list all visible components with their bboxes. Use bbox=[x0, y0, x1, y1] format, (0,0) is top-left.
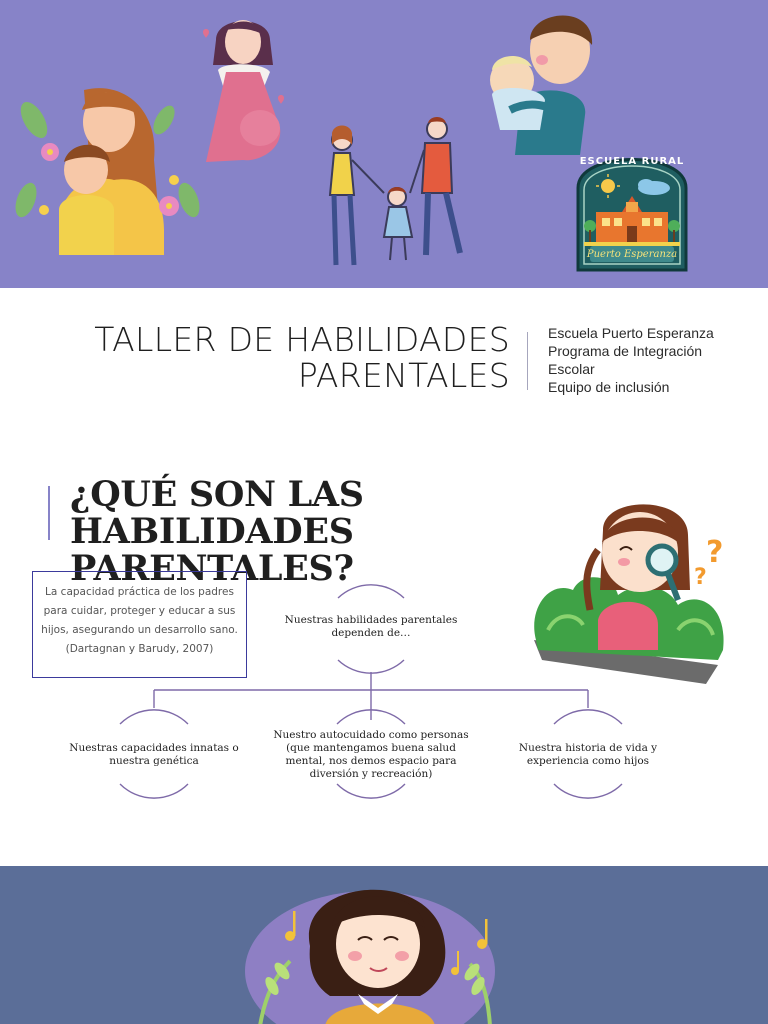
child-node-arc-top bbox=[554, 710, 622, 724]
child-node-arc-bottom bbox=[554, 784, 622, 798]
logo-school-type: ESCUELA RURAL bbox=[579, 156, 685, 167]
child-node-arc-bottom bbox=[120, 784, 188, 798]
section-question-line-1: ¿QUÉ SON LAS HABILIDADES bbox=[70, 474, 364, 552]
school-info-line: Escolar bbox=[548, 361, 595, 377]
child-node-arc-top bbox=[120, 710, 188, 724]
family-holding-hands-illustration bbox=[322, 115, 474, 273]
child-node-line: nuestra genética bbox=[109, 755, 199, 767]
child-node-selfcare bbox=[266, 729, 476, 781]
page-title-line-2: PARENTALES bbox=[297, 356, 510, 395]
definition-line: hijos, asegurando un desarrollo sano. bbox=[41, 624, 238, 636]
definition-citation: (Dartagnan y Barudy, 2007) bbox=[65, 643, 214, 655]
title-block bbox=[0, 318, 768, 398]
root-node-arc-bottom bbox=[338, 660, 404, 673]
root-node-arc-top bbox=[338, 585, 404, 598]
definition-line: para cuidar, proteger y educar a sus bbox=[43, 605, 236, 617]
child-node-line: diversión y recreación) bbox=[309, 768, 433, 780]
child-node-line: experiencia como hijos bbox=[526, 755, 650, 767]
logo-school-name: Puerto Esperanza bbox=[586, 249, 678, 260]
child-node-line: Nuestro autocuidado como personas bbox=[273, 729, 469, 741]
bottom-banner bbox=[0, 866, 768, 1024]
child-node-innate bbox=[64, 742, 244, 768]
child-node-line: Nuestra historia de vida y bbox=[518, 742, 658, 754]
child-node-line: Nuestras capacidades innatas o bbox=[69, 742, 239, 754]
page-title-line-1: TALLER DE HABILIDADES bbox=[94, 320, 510, 359]
diagram-connectors bbox=[0, 570, 768, 820]
child-node-history bbox=[498, 742, 678, 768]
school-info bbox=[548, 324, 714, 396]
mother-hugging-child-illustration bbox=[14, 80, 204, 260]
definition-line: La capacidad práctica de los padres bbox=[45, 586, 234, 598]
school-info-line: Escuela Puerto Esperanza bbox=[548, 325, 714, 341]
school-logo bbox=[574, 130, 690, 274]
section-question-line-2: PARENTALES? bbox=[70, 548, 354, 589]
pregnant-woman-illustration bbox=[198, 10, 290, 168]
child-node-arc-bottom bbox=[337, 784, 405, 798]
svg-text:?: ? bbox=[706, 535, 724, 570]
page-title bbox=[94, 322, 510, 394]
school-info-line: Equipo de inclusión bbox=[548, 379, 670, 395]
child-node-line: mental, nos demos espacio para bbox=[285, 755, 457, 767]
question-accent-bar bbox=[48, 486, 50, 540]
root-node-text bbox=[271, 614, 471, 640]
title-divider bbox=[527, 332, 528, 390]
root-node-line: Nuestras habilidades parentales bbox=[284, 614, 458, 626]
svg-text:?: ? bbox=[694, 565, 707, 590]
top-banner bbox=[0, 0, 768, 288]
habilities-diagram bbox=[0, 570, 768, 820]
school-info-line: Programa de Integración bbox=[548, 343, 703, 359]
root-node-line: dependen de… bbox=[331, 627, 411, 639]
woman-with-music-notes-illustration bbox=[220, 876, 540, 1024]
child-node-line: (que mantengamos buena salud bbox=[286, 742, 456, 754]
